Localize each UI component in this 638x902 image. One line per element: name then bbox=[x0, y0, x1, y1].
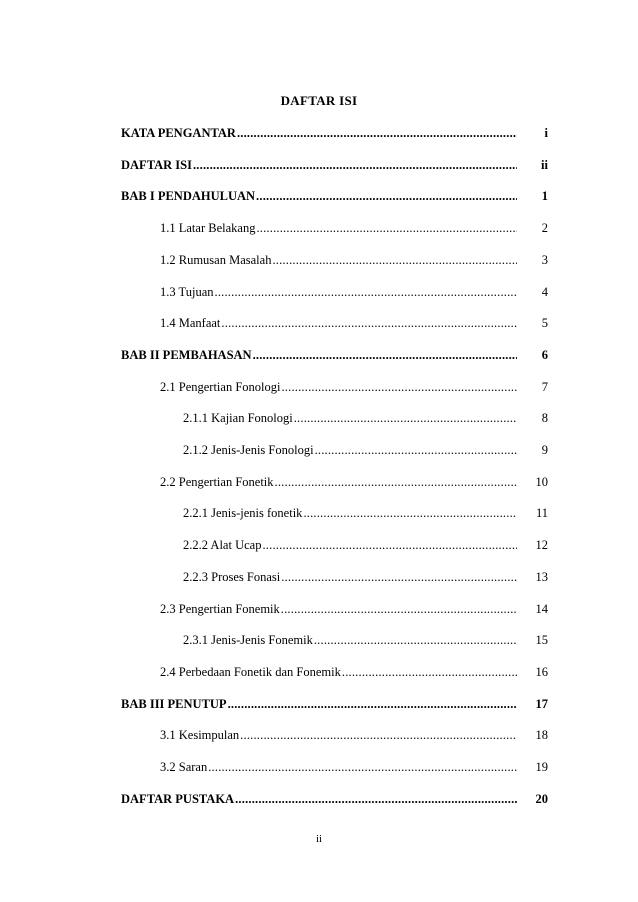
toc-entry-text: 1.3 Tujuan bbox=[160, 285, 214, 299]
toc-entry-page-number: 3 bbox=[541, 253, 548, 267]
toc-entry[interactable] bbox=[0, 378, 638, 396]
toc-entry[interactable] bbox=[0, 156, 638, 174]
toc-entry-text: 2.1 Pengertian Fonologi bbox=[160, 380, 281, 394]
toc-entry[interactable] bbox=[0, 568, 638, 586]
toc-entry[interactable] bbox=[0, 283, 638, 301]
toc-entry-label bbox=[160, 758, 517, 776]
toc-entry-page-number: ii bbox=[541, 158, 548, 172]
toc-entry[interactable] bbox=[0, 346, 638, 364]
toc-entry-label bbox=[160, 726, 517, 744]
toc-entry-label bbox=[160, 600, 517, 618]
toc-entry-label bbox=[121, 346, 517, 364]
toc-entry-page-number: 5 bbox=[541, 316, 548, 330]
toc-entry[interactable] bbox=[0, 504, 638, 522]
toc-entry-page-number: 6 bbox=[541, 348, 548, 362]
toc-entry-label bbox=[160, 473, 517, 491]
toc-entry-text: 1.1 Latar Belakang bbox=[160, 221, 256, 235]
toc-entry-page-number: 10 bbox=[535, 475, 548, 489]
toc-entry-label bbox=[183, 568, 517, 586]
toc-entry[interactable] bbox=[0, 124, 638, 142]
toc-entry-label bbox=[160, 378, 517, 396]
toc-entry-page-number: 7 bbox=[541, 380, 548, 394]
toc-entry-page-number: 16 bbox=[535, 665, 548, 679]
toc-entry-label bbox=[121, 790, 517, 808]
toc-entry-page-number: 11 bbox=[535, 506, 548, 520]
toc-entry-text: BAB I PENDAHULUAN bbox=[121, 189, 256, 203]
toc-entry-label bbox=[160, 283, 517, 301]
dot-leader bbox=[281, 568, 517, 586]
dot-leader bbox=[208, 758, 517, 776]
toc-entry[interactable] bbox=[0, 726, 638, 744]
dot-leader bbox=[303, 504, 517, 522]
toc-entry-label bbox=[121, 695, 517, 713]
toc-entry[interactable] bbox=[0, 695, 638, 713]
toc-entry-page-number: 20 bbox=[535, 792, 548, 806]
toc-entry-page-number: 19 bbox=[535, 760, 548, 774]
dot-leader bbox=[215, 283, 518, 301]
toc-entry-page-number: 9 bbox=[541, 443, 548, 457]
dot-leader bbox=[240, 726, 517, 744]
dot-leader bbox=[315, 441, 517, 459]
toc-entry-label bbox=[160, 219, 517, 237]
toc-entry-text: 2.2 Pengertian Fonetik bbox=[160, 475, 274, 489]
dot-leader bbox=[256, 187, 517, 205]
page-number-footer: ii bbox=[315, 833, 323, 845]
dot-leader bbox=[237, 124, 517, 142]
toc-entry[interactable] bbox=[0, 536, 638, 554]
toc-entry[interactable] bbox=[0, 187, 638, 205]
toc-entry-page-number: 18 bbox=[535, 728, 548, 742]
dot-leader bbox=[294, 409, 517, 427]
toc-entry-text: 2.2.3 Proses Fonasi bbox=[183, 570, 281, 584]
toc-entry-label bbox=[183, 409, 517, 427]
toc-entry-page-number: 2 bbox=[541, 221, 548, 235]
toc-entry-page-number: 14 bbox=[535, 602, 548, 616]
toc-entry[interactable] bbox=[0, 441, 638, 459]
toc-entry-text: 3.2 Saran bbox=[160, 760, 208, 774]
toc-entry-text: 2.1.1 Kajian Fonologi bbox=[183, 411, 293, 425]
toc-entry[interactable] bbox=[0, 663, 638, 681]
toc-entry[interactable] bbox=[0, 790, 638, 808]
toc-entry-label bbox=[183, 504, 517, 522]
toc-entry-label bbox=[160, 251, 517, 269]
dot-leader bbox=[275, 473, 517, 491]
toc-entry-text: 1.2 Rumusan Masalah bbox=[160, 253, 272, 267]
toc-entry[interactable] bbox=[0, 631, 638, 649]
toc-entry-text: BAB III PENUTUP bbox=[121, 697, 227, 711]
toc-entry-text: 2.3.1 Jenis-Jenis Fonemik bbox=[183, 633, 313, 647]
dot-leader bbox=[281, 600, 517, 618]
toc-entry[interactable] bbox=[0, 219, 638, 237]
toc-entry-text: 2.2.1 Jenis-jenis fonetik bbox=[183, 506, 303, 520]
toc-entry[interactable] bbox=[0, 600, 638, 618]
toc-entry-page-number: 8 bbox=[541, 411, 548, 425]
toc-entry-text: 2.2.2 Alat Ucap bbox=[183, 538, 262, 552]
dot-leader bbox=[272, 251, 517, 269]
toc-entry-text: 2.4 Perbedaan Fonetik dan Fonemik bbox=[160, 665, 341, 679]
toc-entry-text: 3.1 Kesimpulan bbox=[160, 728, 240, 742]
toc-entry-page-number: 15 bbox=[535, 633, 548, 647]
toc-entry[interactable] bbox=[0, 473, 638, 491]
toc-entry[interactable] bbox=[0, 758, 638, 776]
toc-entry-text: 2.3 Pengertian Fonemik bbox=[160, 602, 280, 616]
toc-entry-page-number: 17 bbox=[535, 697, 548, 711]
toc-entry-label bbox=[160, 663, 517, 681]
dot-leader bbox=[256, 219, 517, 237]
toc-entry[interactable] bbox=[0, 409, 638, 427]
dot-leader bbox=[193, 156, 517, 174]
toc-entry-text: 2.1.2 Jenis-Jenis Fonologi bbox=[183, 443, 314, 457]
toc-entry[interactable] bbox=[0, 314, 638, 332]
dot-leader bbox=[262, 536, 517, 554]
dot-leader bbox=[281, 378, 517, 396]
dot-leader bbox=[228, 695, 517, 713]
toc-entry-text: DAFTAR PUSTAKA bbox=[121, 792, 235, 806]
dot-leader bbox=[235, 790, 517, 808]
toc-entry-text: DAFTAR ISI bbox=[121, 158, 192, 172]
toc-entry-label bbox=[121, 187, 517, 205]
toc-entry-page-number: 13 bbox=[535, 570, 548, 584]
dot-leader bbox=[253, 346, 517, 364]
toc-entry-text: BAB II PEMBAHASAN bbox=[121, 348, 252, 362]
toc-entry-page-number: 1 bbox=[541, 189, 548, 203]
page-title: DAFTAR ISI bbox=[280, 93, 358, 108]
toc-entry-text: 1.4 Manfaat bbox=[160, 316, 221, 330]
toc-entry-label bbox=[160, 314, 517, 332]
dot-leader bbox=[221, 314, 517, 332]
toc-entry-label bbox=[121, 124, 517, 142]
toc-entry-label bbox=[183, 441, 517, 459]
toc-entry-page-number: 4 bbox=[541, 285, 548, 299]
toc-entry-label bbox=[183, 631, 517, 649]
toc-entry-page-number: i bbox=[544, 126, 548, 140]
toc-entry-label bbox=[183, 536, 517, 554]
dot-leader bbox=[314, 631, 517, 649]
dot-leader bbox=[342, 663, 517, 681]
toc-entry-page-number: 12 bbox=[535, 538, 548, 552]
toc-entry[interactable] bbox=[0, 251, 638, 269]
toc-entry-label bbox=[121, 156, 517, 174]
toc-entry-text: KATA PENGANTAR bbox=[121, 126, 236, 140]
